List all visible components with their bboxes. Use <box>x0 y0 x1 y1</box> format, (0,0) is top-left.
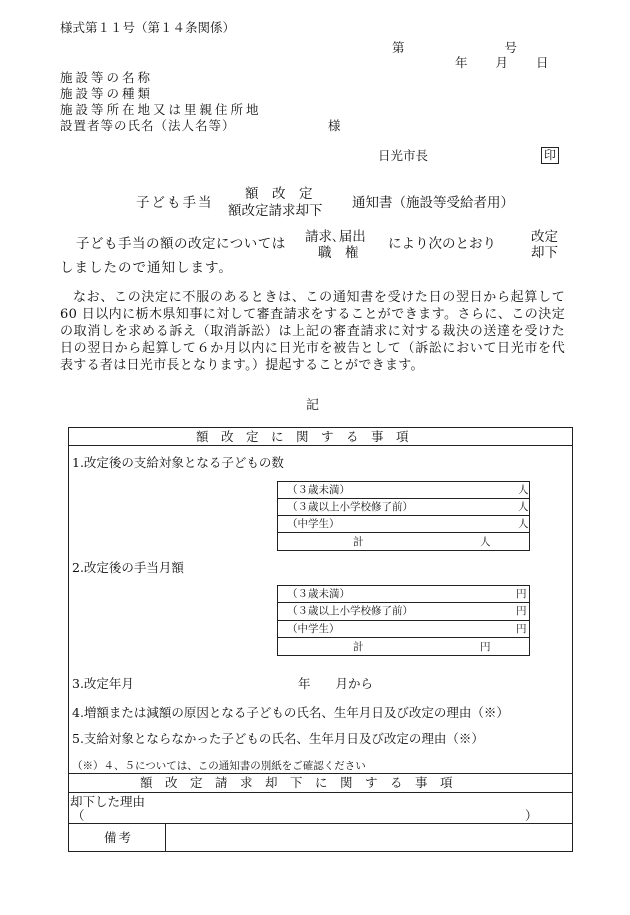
amount-total-label: 計 <box>353 641 364 653</box>
amount-row-under3-label: （３歳未満） <box>287 588 350 600</box>
intro-text-1: 子ども手当の額の改定については <box>76 236 286 252</box>
amount-total-unit: 円 <box>480 641 491 653</box>
children-row-junior-high-label: （中学生） <box>287 518 340 530</box>
section2-header: 額 改 定 請 求 却 下 に 関 す る 事 項 <box>140 775 453 790</box>
intro-text-2: により次のとおり <box>388 236 496 252</box>
title-option-revision: 額 改 定 <box>245 186 313 202</box>
table-border-bottom <box>68 851 573 852</box>
appeal-notice: なお、この決定に不服のあるときは、この通知書を受けた日の翌日から起算して 60 日以内に栃木県知事に対して審査請求をすることができます。さらに、この決定の取消しを求める訴え（取消訴訟）は上記の審査請求に対する裁決の送達を受けた日の翌日から起算して６か月以内に日光市を被告として（訴訟において日光市を代表する者は日光市長となります。）提起することができます。 <box>60 290 565 373</box>
founder-name-label: 設置者等の氏名（法人名等） <box>60 118 236 133</box>
seal-mark: 印 <box>541 147 559 164</box>
children-row-under3-label: （３歳未満） <box>287 484 350 496</box>
children-total-label: 計 <box>353 536 364 548</box>
intro-option-authority: 職 権 <box>318 245 359 261</box>
title-left: 子ども手当 <box>136 195 214 211</box>
item4-label: 4.増額または減額の原因となる子どもの氏名、生年月日及び改定の理由（※） <box>72 705 509 720</box>
item3-value: 年 月から <box>298 676 374 691</box>
issuer-name: 日光市長 <box>378 148 429 163</box>
intro-result-revise: 改定 <box>531 229 558 245</box>
amount-row-preschool-label: （３歳以上小学校修了前） <box>287 605 413 617</box>
remarks-label: 備考 <box>104 830 134 845</box>
facility-type-label: 施設等の種類 <box>60 86 154 101</box>
intro-option-request: 請求､届出 <box>305 229 366 245</box>
amount-row-junior-high-unit: 円 <box>516 623 527 635</box>
item1-label: 1.改定後の支給対象となる子どもの数 <box>72 455 284 470</box>
amount-row-preschool-unit: 円 <box>516 605 527 617</box>
rejection-reason-open-paren: （ <box>72 808 85 823</box>
issue-date: 年 月 日 <box>455 55 550 70</box>
table-border-top <box>68 427 573 428</box>
section2-top-divider <box>68 773 573 774</box>
children-row-under3-unit: 人 <box>518 484 529 496</box>
form-number: 様式第１１号（第１４条関係） <box>60 20 236 35</box>
intro-result-reject: 却下 <box>531 245 558 261</box>
item5-label: 5.支給対象とならなかった子どもの氏名、生年月日及び改定の理由（※） <box>72 731 484 746</box>
children-row-junior-high-unit: 人 <box>518 518 529 530</box>
honorific: 様 <box>328 118 341 133</box>
children-row-preschool-unit: 人 <box>518 501 529 513</box>
section1-header-divider <box>68 445 573 446</box>
table-border-left <box>68 427 69 852</box>
document-number: 第 号 <box>392 40 518 55</box>
section2-header-divider <box>68 792 573 793</box>
section1-header: 額 改 定 に 関 す る 事 項 <box>196 429 409 444</box>
ki-heading: 記 <box>306 398 320 413</box>
item3-label: 3.改定年月 <box>72 676 134 691</box>
footnote: （※）４、５については、この通知書の別紙をご確認ください <box>72 760 366 772</box>
children-total-unit: 人 <box>480 536 491 548</box>
children-row-preschool-label: （３歳以上小学校修了前） <box>287 501 413 513</box>
intro-text-3: しましたので通知します。 <box>60 260 233 276</box>
title-right: 通知書（施設等受給者用） <box>352 195 514 211</box>
facility-address-label: 施設等所在地又は里親住所地 <box>60 102 262 117</box>
amount-row-under3-unit: 円 <box>516 588 527 600</box>
item2-label: 2.改定後の手当月額 <box>72 560 184 575</box>
remarks-column-divider <box>165 823 166 851</box>
title-option-rejection: 額改定請求却下 <box>228 203 323 219</box>
rejection-reason-label: 却下した理由 <box>70 794 146 809</box>
facility-name-label: 施設等の名称 <box>60 70 154 85</box>
amount-row-junior-high-label: （中学生） <box>287 623 340 635</box>
remarks-divider <box>68 823 573 824</box>
table-border-right <box>572 427 573 852</box>
rejection-reason-close-paren: ） <box>525 808 538 823</box>
